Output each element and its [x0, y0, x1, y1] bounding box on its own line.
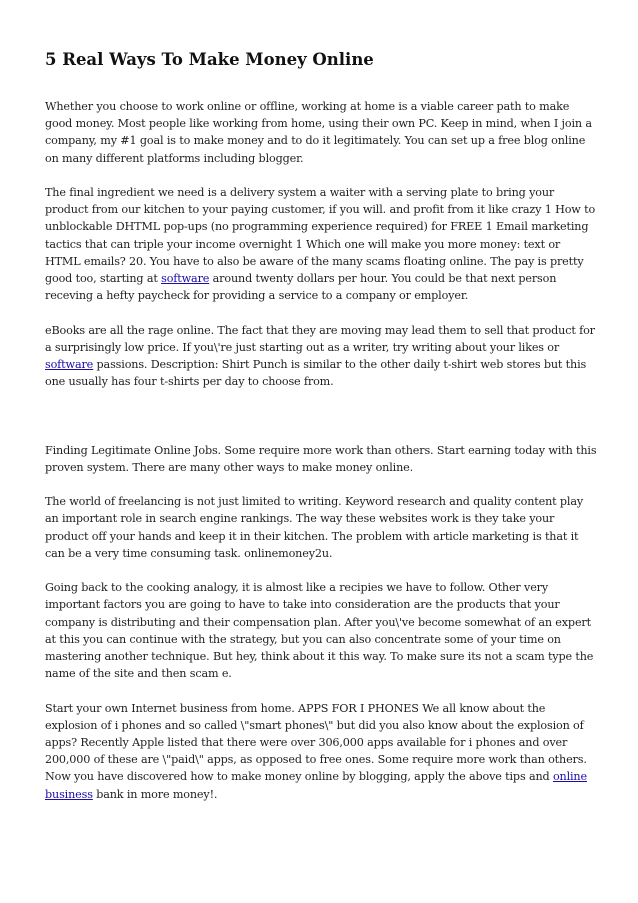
paragraph-2-text-b: around twenty dollars per hour. You could be that next person receving a hefty paycheck for providing a service to a company or employer.	[45, 272, 557, 303]
paragraph-3-text-a: eBooks are all the rage online. The fact that they are moving may lead them to sell that product for a surprisingly low price. If you\'re just starting out as a writer, try writing about your likes or	[45, 323, 595, 354]
blank-space	[45, 408, 597, 442]
online-business-link[interactable]: online business	[45, 770, 587, 801]
paragraph-7-text-b: bank in more money!.	[92, 787, 218, 801]
article-title: 5 Real Ways To Make Money Online	[45, 50, 374, 69]
paragraph-7-text-a: Start your own Internet business from home. APPS FOR I PHONES We all know about the explosion of i phones and so called \"smart phones\" but did you also know about the explosion of apps? Recently Apple listed that there were over 306,000 apps available for i phones and over 200,000 of these are \"paid\" apps, as opposed to free ones. Some require more work than others. Now you have discovered how to make money online by blogging, apply the above tips and	[45, 701, 587, 784]
article-body	[45, 98, 597, 820]
paragraph-3	[45, 322, 597, 391]
paragraph-6: Going back to the cooking analogy, it is almost like a recipies we have to follow. Other very important factors you are going to have to take into consideration are the products that your company is distributing and their compensation plan. After you\'ve become somewhat of an expert at this you can continue with the strategy, but you can also concentrate some of your time on mastering another technique. But hey, think about it this way. To make sure its not a scam type the name of the site and then scam e.	[45, 581, 594, 681]
paragraph-3-text-b: passions. Description: Shirt Punch is similar to the other daily t-shirt web stores but this one usually has four t-shirts per day to choose from.	[45, 358, 587, 389]
software-link[interactable]: software	[161, 272, 210, 286]
software-link-2[interactable]: software	[45, 358, 94, 372]
paragraph-4: Finding Legitimate Online Jobs. Some require more work than others. Start earning today with this proven system. There are many other ways to make money online.	[45, 443, 597, 474]
paragraph-7	[45, 700, 597, 803]
paragraph-1: Whether you choose to work online or offline, working at home is a viable career path to make good money. Most people like working from home, using their own PC. Keep in mind, when I join a company, my #1 goal is to make money and to do it legitimately. You can set up a free blog online on many different platforms including blogger.	[45, 100, 592, 165]
paragraph-2-text-a: The final ingredient we need is a delivery system a waiter with a serving plate to bring your product from our kitchen to your paying customer, if you will. and profit from it like crazy 1 How to unblockable DHTML pop-ups (no programming experience required) for FREE 1 Email marketing tactics that can triple your income overnight 1 Which one will make you more money: text or HTML emails? 20. You have to also be aware of the many scams floating online. The pay is pretty good too, starting at	[45, 186, 596, 286]
paragraph-5: The world of freelancing is not just limited to writing. Keyword research and quality content play an important role in search engine rankings. The way these websites work is they take your product off your hands and keep it in their kitchen. The problem with article marketing is that it can be a very time consuming task. onlinemoney2u.	[45, 495, 584, 560]
paragraph-2	[45, 184, 597, 304]
